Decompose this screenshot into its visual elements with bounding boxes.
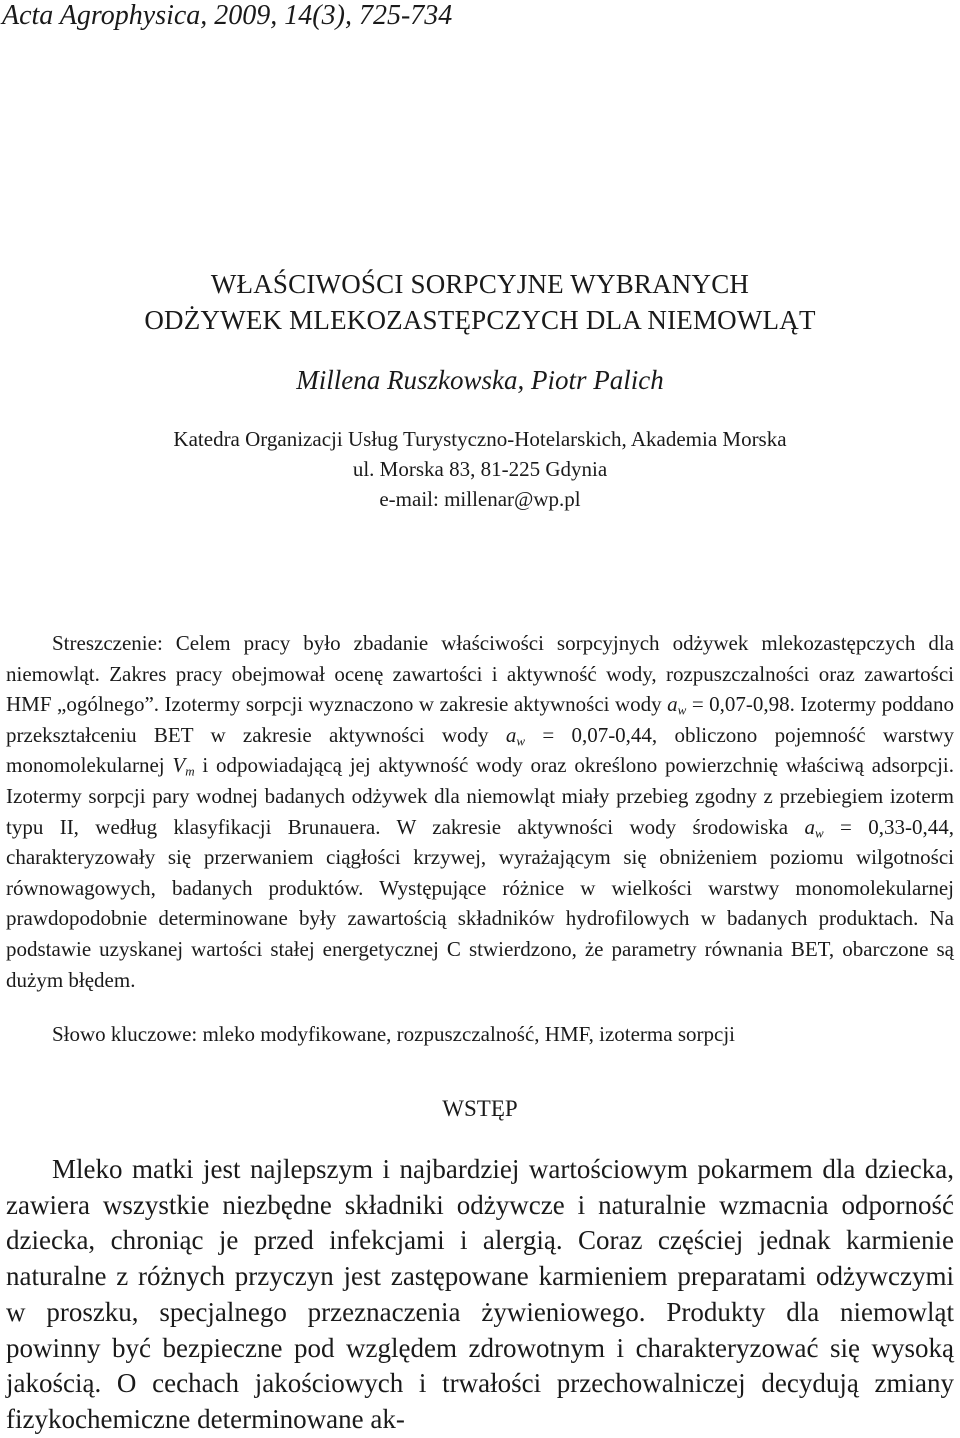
affiliation-block <box>0 424 960 514</box>
intro-paragraph: Mleko matki jest najlepszym i najbardziej wartościowym pokarmem dla dziecka, zawiera wszystkie niezbędne składniki odżywcze i naturalnie wzmacnia odporność dziecka, chroniąc je przed infekcjami i alergią. Coraz częściej jednak karmienie naturalne z różnych przyczyn jest zastępowane karmieniem preparatami odżywczymi w proszku, specjalnego przeznaczenia żywieniowego. Produkty dla niemowląt powinny być bezpieczne pod względem zdrowotnym i charakteryzować się wysoką jakością. O cechach jakościowych i trwałości przechowalniczej decydują zmiany fizykochemiczne determinowane ak- <box>6 1154 954 1434</box>
affiliation-email: e-mail: millenar@wp.pl <box>379 487 581 511</box>
keywords: Słowo kluczowe: mleko modyfikowane, rozpuszczalność, HMF, izoterma sorpcji <box>52 1022 735 1046</box>
author-list: Millena Ruszkowska, Piotr Palich <box>296 365 664 395</box>
abstract-text-4: i odpowiadającą jej aktywność wody oraz określono powierzchnię właściwą adsorpcji. Izotermy sorpcji pary wodnej badanych odżywek dla niemowląt miały przebieg zgodny z przebiegiem izoterm typu II, według klasyfikacji Brunauera. W zakresie aktywności wody środowiska <box>6 753 954 839</box>
water-activity-subscript: w <box>677 702 687 718</box>
monolayer-symbol: V <box>172 753 186 778</box>
water-activity-subscript: w <box>815 824 824 840</box>
article-title-line-1: WŁAŚCIWOŚCI SORPCYJNE WYBRANYCH <box>210 269 750 299</box>
abstract-text-1: Streszczenie: Celem pracy było zbadanie właściwości sorpcyjnych odżywek mlekozastępczych dla niemowląt. Zakres pracy obejmował ocenę zawartości i aktywność wody, rozpuszczalności oraz zawartości HMF „ogólnego”. Izotermy sorpcji wyznaczono w zakresie aktywności wody <box>6 631 954 717</box>
journal-reference: Acta Agrophysica, 2009, 14(3), 725-734 <box>2 0 453 31</box>
abstract-text-5: = 0,33-0,44, charakteryzowały się przerwaniem ciągłości krzywej, wyrażającym się obniżeniem poziomu wilgotności równowagowych, badanych produktów. Występujące różnice w wielkości warstwy monomolekularnej prawdopodobnie determinowane były zawartością składników hydrofilowych w badanych produktach. Na podstawie uzyskanej wartości stałej energetycznej C stwierdzono, że parametry równania BET, obarczone są dużym błędem. <box>6 814 954 992</box>
abstract-text-2: = 0,07-0,98. Izotermy poddano przekształceniu BET w zakresie aktywności wody <box>6 692 954 747</box>
monolayer-subscript: m <box>185 763 195 779</box>
abstract <box>6 628 954 995</box>
water-activity-symbol: a <box>804 814 815 839</box>
affiliation-department: Katedra Organizacji Usług Turystyczno-Hotelarskich, Akademia Morska <box>173 427 787 451</box>
article-title-line-2: ODŻYWEK MLEKOZASTĘPCZYCH DLA NIEMOWLĄT <box>144 305 816 335</box>
article-title <box>0 266 960 338</box>
abstract-text-3: = 0,07-0,44, obliczono pojemność warstwy monomolekularnej <box>6 722 954 778</box>
affiliation-address: ul. Morska 83, 81-225 Gdynia <box>352 457 608 481</box>
water-activity-subscript: w <box>516 733 526 749</box>
water-activity-symbol: a <box>505 722 517 747</box>
section-heading-intro: WSTĘP <box>442 1096 518 1121</box>
water-activity-symbol: a <box>667 692 678 717</box>
